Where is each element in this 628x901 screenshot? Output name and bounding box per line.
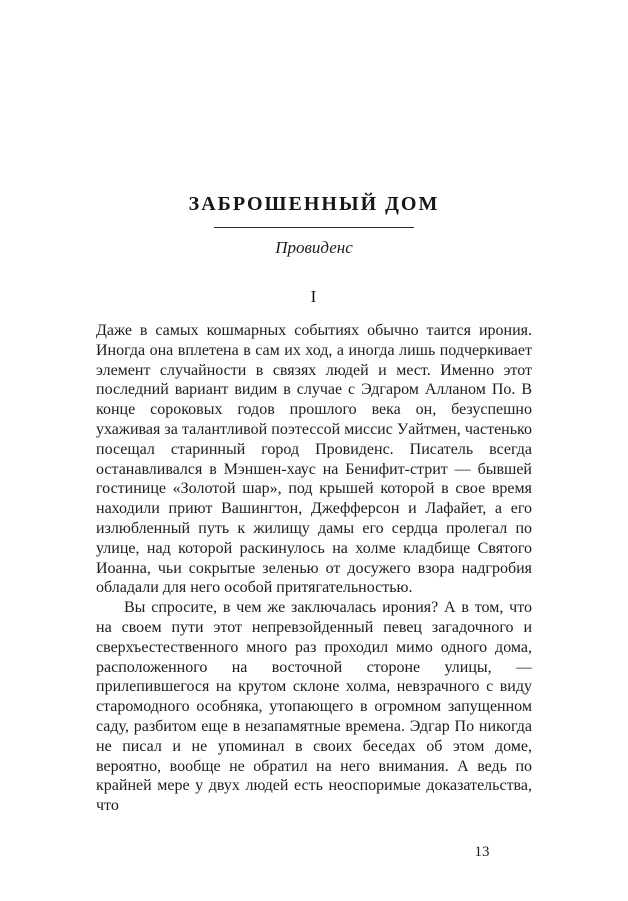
chapter-body [96,321,532,816]
chapter-header [0,0,628,259]
body-paragraph: Вы спросите, в чем же заключалась ирония? А в том, что на своем пути этот непревзойденный певец загадочного и сверхъестественного много раз проходил мимо одного дома, расположенного на восточной стороне улицы, — прилепившегося на крутом склоне холма, невзрачного с виду старомодного особняка, утопающего в огромном запущенном саду, разбитом еще в незапамятные времена. Эдгар По никогда не писал и не упоминал в своих беседах об этом доме, вероятно, вообще не обратил на него внимания. А ведь по крайней мере у двух людей есть неоспоримые доказательства, что [96,599,532,815]
page-number: 13 [474,844,490,860]
chapter-subtitle: Провиденс [275,238,353,257]
section-number: I [310,287,318,306]
chapter-title: ЗАБРОШЕННЫЙ ДОМ [188,193,440,215]
body-paragraph: Даже в самых кошмарных событиях обычно таится ирония. Иногда она вплетена в сам их ход, а иногда лишь подчеркивает элемент случайности в связях людей и мест. Именно этот последний вариант видим в случае с Эдгаром Алланом По. В конце сороковых годов прошлого века он, безуспешно ухаживая за талантливой поэтессой миссис Уайтмен, частенько посещал старинный город Провиденс. Писатель всегда останавливался в Мэншен-хаус на Бенифит-стрит — бывшей гостинице «Золотой шар», под крышей которой в свое время находили приют Вашингтон, Джефферсон и Лафайет, а его излюбленный путь к жилищу дамы его сердца пролегал по улице, над которой раскинулось на холме кладбище Святого Иоанна, чьи сокрытые зеленью от досужего взора надгробия обладали для него особой притягательностью. [96,322,532,597]
title-divider [214,227,414,228]
